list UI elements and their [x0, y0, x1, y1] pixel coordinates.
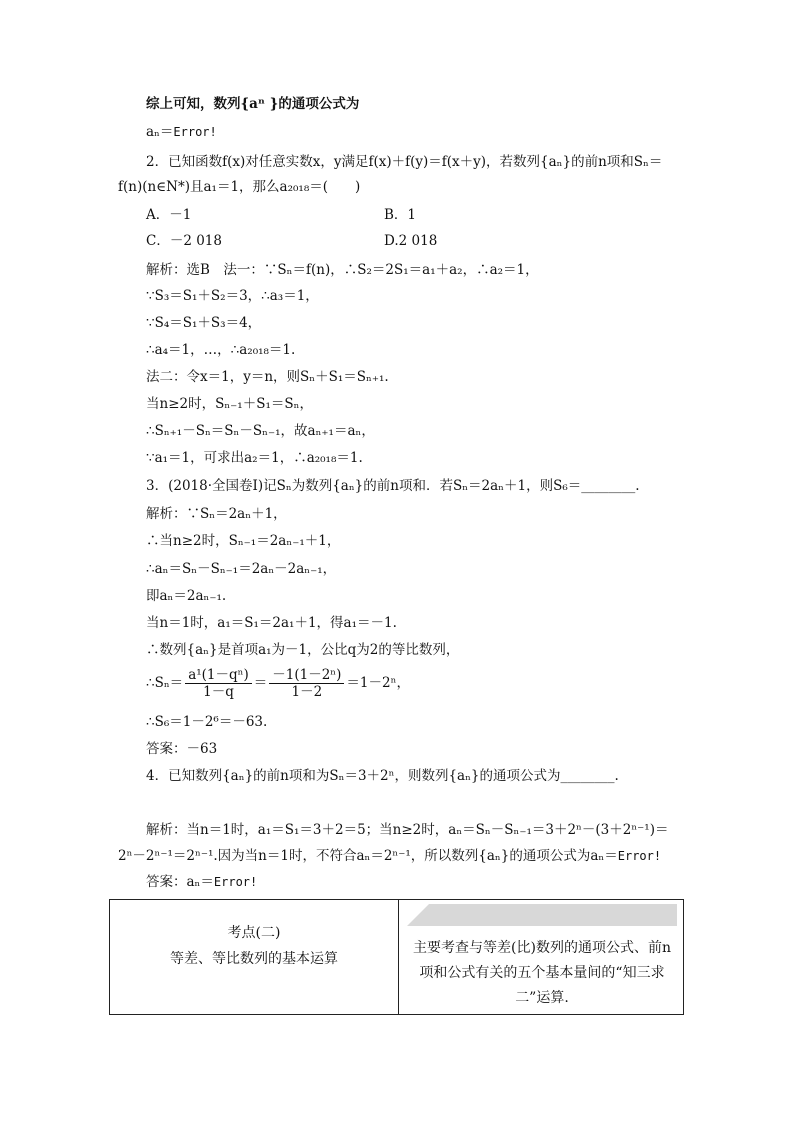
topic-box-right — [399, 900, 683, 1014]
topic-title: 考点(二) — [227, 925, 281, 941]
sum-formula — [146, 667, 410, 700]
solution-3-line-4: 即aₙ＝2aₙ₋₁. — [146, 588, 227, 604]
fraction-1 — [185, 667, 252, 700]
question-3: 3．(2018·全国卷Ⅰ)记Sₙ为数列{aₙ}的前n项和．若Sₙ＝2aₙ＋1，则S₆＝________. — [146, 478, 640, 494]
solution-2-line-8: ∵a₁＝1，可求出a₂＝1，∴a₂₀₁₈＝1. — [146, 450, 363, 466]
fraction-2 — [269, 667, 344, 700]
sum-formula-prefix: ∴Sₙ＝ — [146, 675, 184, 691]
option-a: A．－1 — [146, 207, 192, 223]
topic-box-left — [110, 900, 399, 1014]
solution-3-line-8: ∴S₆＝1－2⁶＝－63. — [146, 714, 268, 730]
fraction-2-denominator: 1－2 — [291, 684, 323, 700]
topic-description: 主要考查与等差(比)数列的通项公式、前n项和公式有关的五个基本量间的“知三求二”运算. — [413, 940, 671, 1006]
solution-4-line-2: 2ⁿ－2ⁿ⁻¹＝2ⁿ⁻¹.因为当n＝1时，不符合aₙ＝2ⁿ⁻¹，所以数列{aₙ}的通项公式为aₙ＝Error! — [118, 848, 662, 864]
solution-3-line-2: ∴当n≥2时，Sₙ₋₁＝2aₙ₋₁＋1， — [146, 533, 341, 549]
solution-3-line-5: 当n＝1时，a₁＝S₁＝2a₁＋1，得a₁＝－1. — [146, 615, 397, 631]
solution-2-line-5: 法二：令x＝1，y＝n，则Sₙ＋S₁＝Sₙ₊₁. — [146, 369, 389, 385]
solution-2-line-3: ∵S₄＝S₁＋S₃＝4， — [146, 315, 262, 331]
answer-4: 答案：aₙ＝Error! — [146, 874, 258, 890]
formula-line — [146, 123, 217, 141]
sum-formula-result: ＝1－2ⁿ， — [346, 675, 410, 691]
solution-2-line-4: ∴a₄＝1，…，∴a₂₀₁₈＝1. — [146, 342, 296, 358]
fraction-2-numerator: －1(1－2ⁿ) — [269, 667, 344, 684]
solution-2-line-6: 当n≥2时，Sₙ₋₁＋S₁＝Sₙ， — [146, 396, 313, 412]
fraction-1-denominator: 1－q — [203, 684, 234, 700]
summary-line: 综上可知，数列{aⁿ }的通项公式为 — [146, 96, 360, 112]
formula-text: aₙ＝Error! — [146, 124, 217, 140]
solution-2-line-1: 解析：选B 法一：∵Sₙ＝f(n)，∴S₂＝2S₁＝a₁＋a₂，∴a₂＝1， — [146, 262, 539, 278]
solution-2-line-2: ∵S₃＝S₁＋S₂＝3，∴a₃＝1， — [146, 288, 319, 304]
sum-formula-equals: ＝ — [253, 675, 268, 691]
option-d: D.2 018 — [384, 233, 438, 249]
topic-box — [109, 899, 684, 1015]
topic-banner — [407, 904, 677, 926]
option-b: B．1 — [384, 207, 417, 223]
solution-3-line-3: ∴aₙ＝Sₙ－Sₙ₋₁＝2aₙ－2aₙ₋₁， — [146, 561, 337, 577]
option-c: C．－2 018 — [146, 233, 222, 249]
solution-2-line-7: ∴Sₙ₊₁－Sₙ＝Sₙ－Sₙ₋₁，故aₙ₊₁＝aₙ， — [146, 423, 375, 439]
solution-3-line-1: 解析：∵Sₙ＝2aₙ＋1， — [146, 506, 287, 522]
question-2-line-1: 2．已知函数f(x)对任意实数x，y满足f(x)＋f(y)＝f(x＋y)，若数列{aₙ}的前n项和Sₙ＝ — [146, 154, 663, 170]
answer-3: 答案：－63 — [146, 741, 218, 757]
question-4: 4．已知数列{aₙ}的前n项和为Sₙ＝3＋2ⁿ，则数列{aₙ}的通项公式为________. — [146, 768, 619, 784]
solution-3-line-6: ∴数列{aₙ}是首项a₁为－1，公比q为2的等比数列， — [146, 642, 460, 658]
topic-subtitle: 等差、等比数列的基本运算 — [170, 951, 338, 967]
solution-4-line-1: 解析：当n＝1时，a₁＝S₁＝3＋2＝5；当n≥2时，aₙ＝Sₙ－Sₙ₋₁＝3＋2ⁿ－(3＋2ⁿ⁻¹)＝ — [146, 822, 669, 838]
fraction-1-numerator: a¹(1－qⁿ) — [185, 667, 252, 684]
question-2-line-2: f(n)(n∈N*)且a₁＝1，那么a₂₀₁₈＝( ) — [118, 179, 361, 195]
